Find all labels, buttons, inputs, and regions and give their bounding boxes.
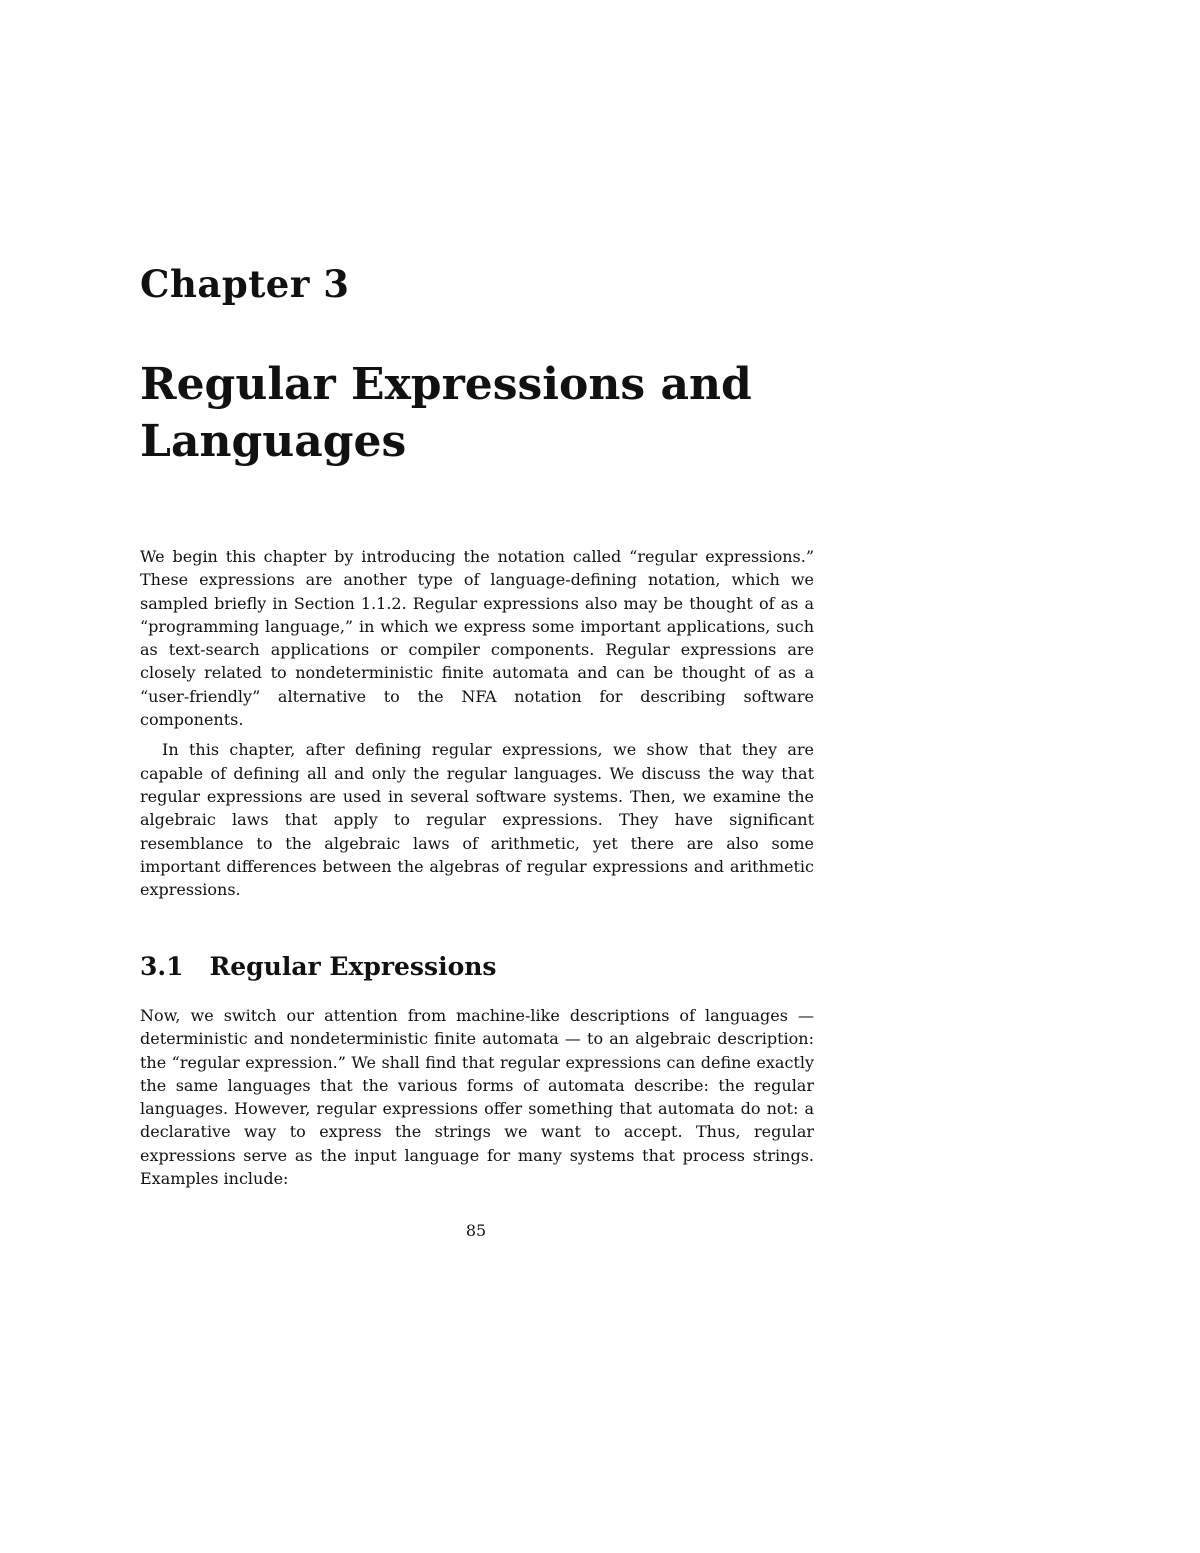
section-body [140, 1004, 814, 1190]
chapter-title: Regular Expressions and Languages [140, 359, 752, 467]
section-title: Regular Expressions [209, 952, 497, 981]
section-heading [140, 951, 497, 984]
intro-text [140, 545, 814, 901]
chapter-label: Chapter 3 [140, 262, 350, 306]
section-paragraph: Now, we switch our attention from machine-like descriptions of languages — deterministic and nondeterministic finite automata — to an algebraic description: the “regular expression.” We shall find that regular expressions can define exactly the same languages that the various forms of automata describe: the regular languages. However, regular expressions offer something that automata do not: a declarative way to express the strings we want to accept. Thus, regular expressions serve as the input language for many systems that process strings. Examples include: [140, 1006, 814, 1189]
intro-paragraph-1: We begin this chapter by introducing the notation called “regular expressions.” These expressions are another type of language-defining notation, which we sampled briefly in Section 1.1.2. Regular expressions also may be thought of as a “programming language,” in which we express some important applications, such as text-search applications or compiler components. Regular expressions are closely related to nondeterministic finite automata and can be thought of as a “user-friendly” alternative to the NFA notation for describing software components. [140, 547, 814, 730]
page-number: 85 [465, 1221, 487, 1240]
section-number: 3.1 [140, 952, 184, 981]
intro-paragraph-2: In this chapter, after defining regular expressions, we show that they are capable of defining all and only the regular languages. We discuss the way that regular expressions are used in several software systems. Then, we examine the algebraic laws that apply to regular expressions. They have significant resemblance to the algebraic laws of arithmetic, yet there are also some important differences between the algebras of regular expressions and arithmetic expressions. [140, 740, 814, 900]
